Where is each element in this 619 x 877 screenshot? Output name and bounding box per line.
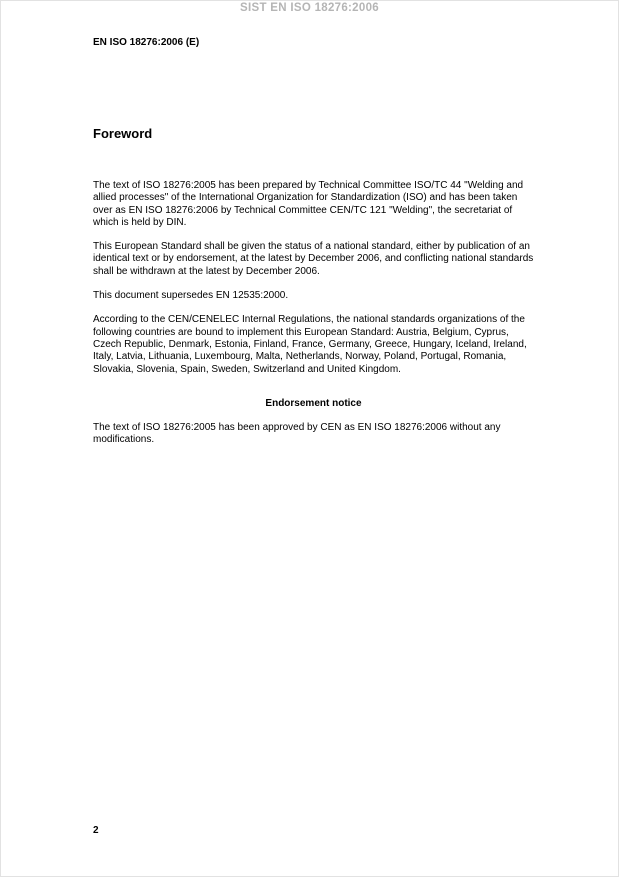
foreword-paragraph-2: This European Standard shall be given the status of a national standard, either by publication of an identical text or by endorsement, at the latest by December 2006, and conflicting national standards shall be withdrawn at the latest by December 2006. bbox=[93, 241, 534, 277]
watermark-text: SIST EN ISO 18276:2006 bbox=[240, 2, 379, 14]
foreword-paragraph-3: This document supersedes EN 12535:2000. bbox=[93, 290, 289, 302]
page-number: 2 bbox=[93, 825, 99, 836]
endorsement-paragraph: The text of ISO 18276:2005 has been approved by CEN as EN ISO 18276:2006 without any modifications. bbox=[93, 422, 501, 446]
document-reference-header: EN ISO 18276:2006 (E) bbox=[93, 37, 200, 48]
endorsement-notice-heading: Endorsement notice bbox=[265, 397, 362, 409]
foreword-heading: Foreword bbox=[93, 126, 153, 141]
foreword-paragraph-1: The text of ISO 18276:2005 has been prepared by Technical Committee ISO/TC 44 "Welding and allied processes" of the International Organization for Standardization (ISO) and has been taken over as EN ISO 18276:2006 by Technical Committee CEN/TC 121 "Welding", the secretariat of which is held by DIN. bbox=[93, 180, 524, 228]
document-body bbox=[93, 126, 534, 459]
foreword-paragraph-4: According to the CEN/CENELEC Internal Regulations, the national standards organizations of the following countries are bound to implement this European Standard: Austria, Belgium, Cyprus, Czech Republic, Denmark, Estonia, Finland, France, Germany, Greece, Hungary, Iceland, Ireland, Italy, Latvia, Lithuania, Luxembourg, Malta, Netherlands, Norway, Poland, Portugal, Romania, Slovakia, Slovenia, Spain, Sweden, Switzerland and United Kingdom. bbox=[93, 314, 527, 375]
